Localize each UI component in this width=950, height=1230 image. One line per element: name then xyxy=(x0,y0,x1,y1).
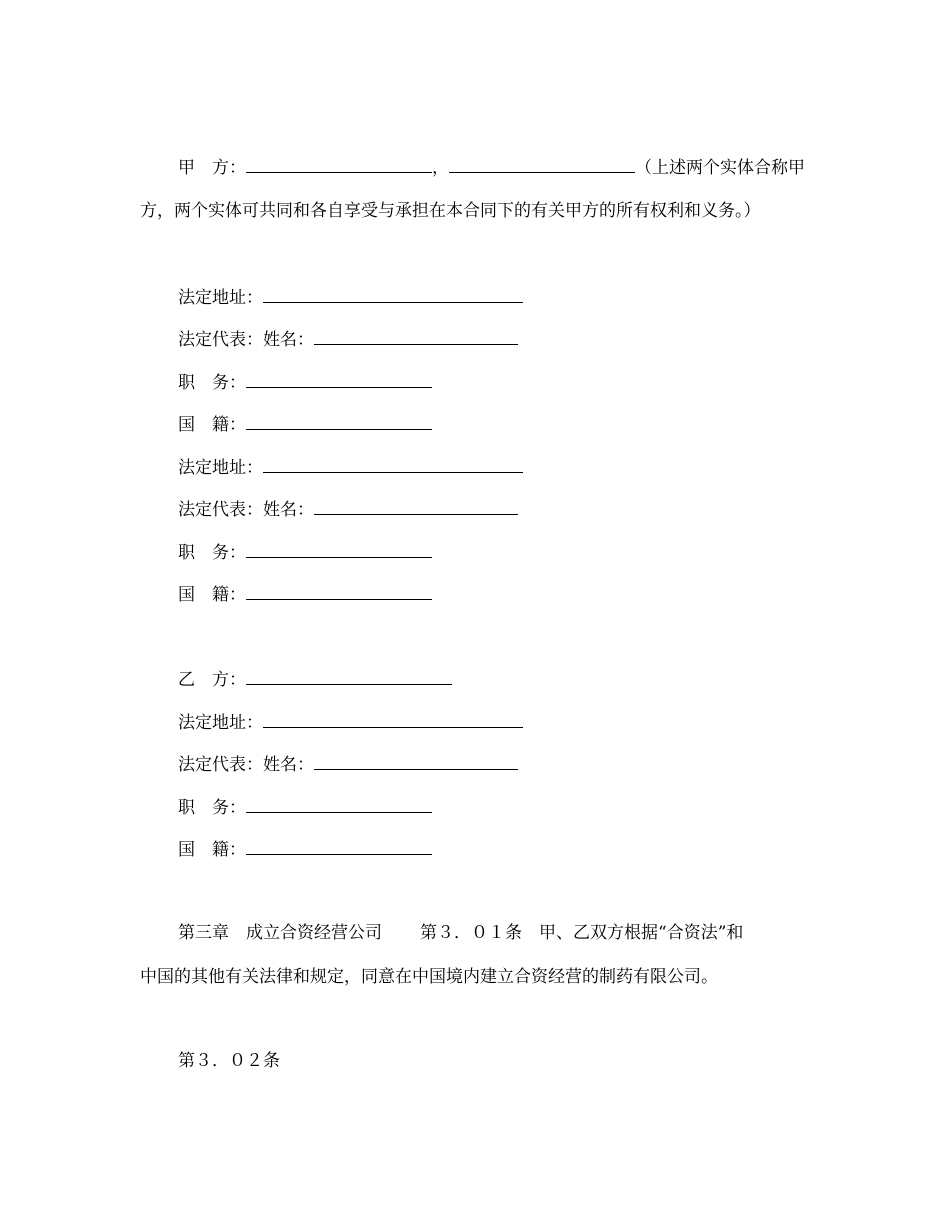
party-a-name-blank-1[interactable] xyxy=(246,156,432,173)
party-a-comma: ， xyxy=(432,158,449,178)
entity2-nationality-row xyxy=(178,583,432,603)
party-b-nationality-row xyxy=(178,838,432,858)
entity1-rep-row xyxy=(178,328,518,348)
party-a-label: 甲 方： xyxy=(178,158,246,178)
party-b-address-label: 法定地址： xyxy=(178,713,263,733)
article-3-01-text-line1: 甲、乙双方根据“合资法”和 xyxy=(539,923,744,943)
party-b-position-label: 职 务： xyxy=(178,798,246,818)
article-3-01-label: 第３．０１条 xyxy=(420,923,522,943)
entity1-nationality-label: 国 籍： xyxy=(178,415,246,435)
entity1-address-row xyxy=(178,286,523,306)
party-b-address-blank[interactable] xyxy=(263,711,523,728)
party-b-position-blank[interactable] xyxy=(246,796,432,813)
entity2-address-row xyxy=(178,456,523,476)
chapter3-line xyxy=(178,923,743,943)
party-a-note-line1: （上述两个实体合称甲 xyxy=(635,158,805,178)
party-b-rep-label: 法定代表：姓名： xyxy=(178,755,314,775)
entity2-address-blank[interactable] xyxy=(263,456,523,473)
entity1-address-blank[interactable] xyxy=(263,286,523,303)
entity2-position-label: 职 务： xyxy=(178,543,246,563)
party-b-nationality-label: 国 籍： xyxy=(178,840,246,860)
party-b-row xyxy=(178,668,452,688)
party-b-label: 乙 方： xyxy=(178,670,246,690)
article-3-02-label: 第３．０２条 xyxy=(178,1051,280,1071)
party-b-name-blank[interactable] xyxy=(246,668,452,685)
entity1-position-label: 职 务： xyxy=(178,373,246,393)
entity2-address-label: 法定地址： xyxy=(178,458,263,478)
entity2-position-row xyxy=(178,541,432,561)
party-b-rep-blank[interactable] xyxy=(314,753,518,770)
entity1-position-blank[interactable] xyxy=(246,371,432,388)
entity1-rep-label: 法定代表：姓名： xyxy=(178,330,314,350)
entity1-address-label: 法定地址： xyxy=(178,288,263,308)
entity2-rep-blank[interactable] xyxy=(314,498,518,515)
party-a-name-blank-2[interactable] xyxy=(449,156,635,173)
entity1-rep-blank[interactable] xyxy=(314,328,518,345)
entity2-rep-label: 法定代表：姓名： xyxy=(178,500,314,520)
entity2-nationality-blank[interactable] xyxy=(246,583,432,600)
chapter3-title: 第三章 成立合资经营公司 xyxy=(178,923,382,943)
entity1-nationality-blank[interactable] xyxy=(246,413,432,430)
party-b-address-row xyxy=(178,711,523,731)
party-a-note-line2: 方，两个实体可共同和各自享受与承担在本合同下的有关甲方的所有权利和义务。） xyxy=(140,201,761,221)
party-b-position-row xyxy=(178,796,432,816)
entity1-position-row xyxy=(178,371,432,391)
party-b-rep-row xyxy=(178,753,518,773)
entity2-rep-row xyxy=(178,498,518,518)
entity2-nationality-label: 国 籍： xyxy=(178,585,246,605)
party-a-line xyxy=(178,156,805,176)
party-b-nationality-blank[interactable] xyxy=(246,838,432,855)
article-3-01-text-line2: 中国的其他有关法律和规定，同意在中国境内建立合资经营的制药有限公司。 xyxy=(140,967,718,987)
entity2-position-blank[interactable] xyxy=(246,541,432,558)
entity1-nationality-row xyxy=(178,413,432,433)
